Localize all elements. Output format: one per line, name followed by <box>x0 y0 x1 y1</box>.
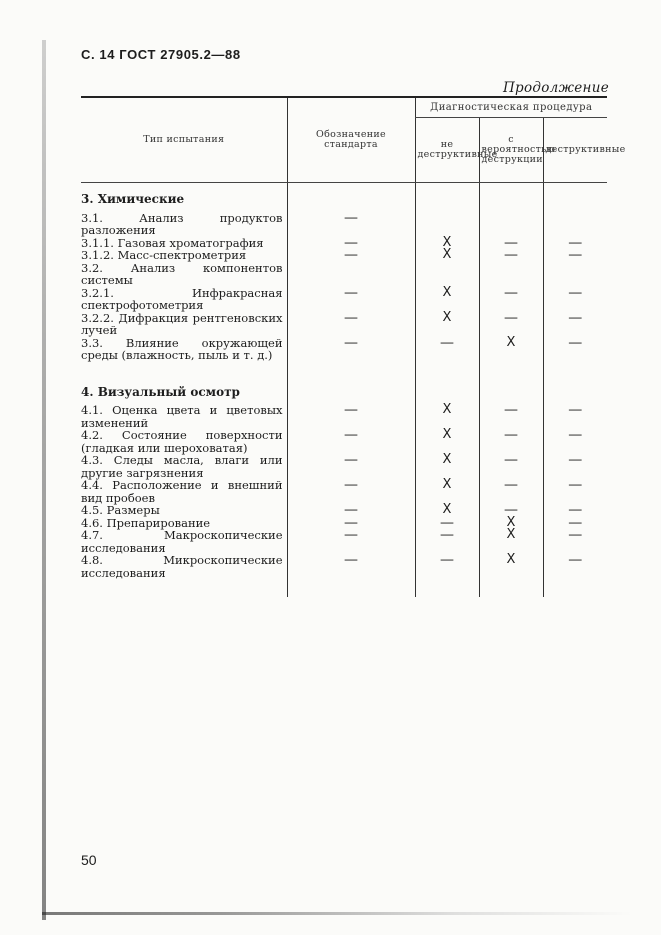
possibly-destructive-cell: — <box>479 429 543 454</box>
spacer-cell <box>543 362 607 376</box>
standard-cell: — <box>287 237 415 250</box>
standard-cell: — <box>287 454 415 479</box>
column-header-non-destructive: не деструктивные <box>415 118 479 183</box>
scan-edge-left <box>42 40 46 920</box>
standard-cell: — <box>287 554 415 579</box>
non-destructive-cell <box>415 376 479 405</box>
spacer-cell <box>287 362 415 376</box>
possibly-destructive-cell: X <box>479 337 543 362</box>
test-types-table <box>81 96 626 597</box>
possibly-destructive-cell: — <box>479 504 543 517</box>
table-row <box>81 287 607 312</box>
possibly-destructive-cell: X <box>479 529 543 554</box>
destructive-cell: — <box>543 237 607 250</box>
standard-cell: — <box>287 287 415 312</box>
table-row <box>81 249 607 262</box>
table-row <box>81 479 607 504</box>
test-name: 3.1. Анализ продуктов разложения <box>81 210 283 237</box>
table-row <box>81 554 607 579</box>
possibly-destructive-cell: — <box>479 454 543 479</box>
standard-cell: — <box>287 404 415 429</box>
end-cell <box>287 579 415 597</box>
non-destructive-cell: X <box>415 404 479 429</box>
scan-edge-bottom <box>42 912 632 915</box>
non-destructive-cell <box>415 183 479 212</box>
section-number: 3. <box>81 192 94 206</box>
spacer-cell <box>415 362 479 376</box>
end-cell <box>81 579 287 597</box>
standard-cell: — <box>287 504 415 517</box>
non-destructive-cell <box>415 262 479 287</box>
standard-cell: — <box>287 479 415 504</box>
destructive-cell: — <box>543 454 607 479</box>
test-name: 4.2. Состояние поверхности (гладкая или шероховатая) <box>81 428 283 455</box>
possibly-destructive-cell: X <box>479 517 543 530</box>
non-destructive-cell: X <box>415 237 479 250</box>
table-body <box>81 183 607 598</box>
page-header: С. 14 ГОСТ 27905.2—88 <box>81 47 241 62</box>
end-cell <box>479 579 543 597</box>
destructive-cell <box>543 183 607 212</box>
table-row <box>81 454 607 479</box>
possibly-destructive-cell: — <box>479 479 543 504</box>
destructive-cell: — <box>543 504 607 517</box>
destructive-cell: — <box>543 554 607 579</box>
possibly-destructive-cell: — <box>479 312 543 337</box>
non-destructive-cell: X <box>415 249 479 262</box>
non-destructive-cell: — <box>415 337 479 362</box>
standard-cell: — <box>287 429 415 454</box>
standard-cell: — <box>287 337 415 362</box>
end-cell <box>543 579 607 597</box>
standard-cell: — <box>287 249 415 262</box>
standard-cell <box>287 183 415 212</box>
destructive-cell: — <box>543 287 607 312</box>
destructive-cell: — <box>543 337 607 362</box>
section-number: 4. <box>81 384 94 399</box>
possibly-destructive-cell <box>479 376 543 405</box>
standard-cell <box>287 376 415 405</box>
section-name: Химические <box>97 192 185 206</box>
test-name: 4.8. Микроскопические исследования <box>81 553 283 580</box>
test-name: 4.1. Оценка цвета и цветовых изменений <box>81 403 283 430</box>
destructive-cell: — <box>543 529 607 554</box>
spacer-cell <box>479 362 543 376</box>
section-row <box>81 376 607 405</box>
test-name: 4.5. Размеры <box>81 503 160 517</box>
page-number: 50 <box>81 852 97 868</box>
test-name: 3.1.1. Газовая хроматография <box>81 235 264 250</box>
possibly-destructive-cell <box>479 212 543 237</box>
row-spacer <box>81 362 607 376</box>
non-destructive-cell: — <box>415 529 479 554</box>
section-title <box>81 376 287 405</box>
end-cell <box>415 579 479 597</box>
test-name: 4.3. Следы масла, влаги или другие загрязнения <box>81 453 283 480</box>
test-name: 3.3. Влияние окружающей среды (влажность, пыль и т. д.) <box>81 335 283 362</box>
possibly-destructive-cell: — <box>479 404 543 429</box>
test-name: 4.7. Макроскопические исследования <box>81 528 283 555</box>
non-destructive-cell: X <box>415 287 479 312</box>
possibly-destructive-cell: — <box>479 249 543 262</box>
standard-cell: — <box>287 529 415 554</box>
continuation-label: Продолжение <box>502 80 609 96</box>
non-destructive-cell: X <box>415 312 479 337</box>
destructive-cell: — <box>543 249 607 262</box>
non-destructive-cell: X <box>415 454 479 479</box>
column-header-destructive: деструктивные <box>543 118 607 183</box>
standard-cell: — <box>287 212 415 237</box>
destructive-cell: — <box>543 479 607 504</box>
column-header-test-type: Тип испытания <box>81 97 287 183</box>
non-destructive-cell: X <box>415 504 479 517</box>
table-row <box>81 312 607 337</box>
destructive-cell <box>543 376 607 405</box>
table-end-row <box>81 579 607 597</box>
column-header-possibly-destructive: с вероятностью деструкции <box>479 118 543 183</box>
possibly-destructive-cell: — <box>479 287 543 312</box>
possibly-destructive-cell: X <box>479 554 543 579</box>
destructive-cell <box>543 262 607 287</box>
section-row <box>81 183 607 212</box>
test-name: 3.2.1. Инфракрасная спектрофотометрия <box>81 285 283 312</box>
non-destructive-cell: — <box>415 554 479 579</box>
column-header-standard: Обозначение стандарта <box>287 97 415 183</box>
section-title <box>81 183 287 212</box>
non-destructive-cell: — <box>415 517 479 530</box>
table-row <box>81 529 607 554</box>
section-name: Визуальный осмотр <box>97 384 240 399</box>
standard-cell: — <box>287 312 415 337</box>
possibly-destructive-cell: — <box>479 237 543 250</box>
table-row <box>81 212 607 237</box>
spacer-cell <box>81 362 287 376</box>
non-destructive-cell: X <box>415 429 479 454</box>
column-group-diagnostic: Диагностическая процедура <box>415 97 607 118</box>
table-row <box>81 429 607 454</box>
standard-cell <box>287 262 415 287</box>
possibly-destructive-cell <box>479 183 543 212</box>
destructive-cell: — <box>543 312 607 337</box>
destructive-cell: — <box>543 404 607 429</box>
destructive-cell: — <box>543 517 607 530</box>
test-name: 4.6. Препарирование <box>81 515 211 530</box>
test-name: 3.2. Анализ компонентов системы <box>81 260 283 287</box>
test-name: 3.1.2. Масс-спектрометрия <box>81 248 247 262</box>
non-destructive-cell <box>415 212 479 237</box>
test-name: 4.4. Расположение и внешний вид пробоев <box>81 478 283 505</box>
table-row <box>81 262 607 287</box>
non-destructive-cell: X <box>415 479 479 504</box>
destructive-cell: — <box>543 429 607 454</box>
table-row <box>81 404 607 429</box>
table-row <box>81 337 607 362</box>
destructive-cell <box>543 212 607 237</box>
possibly-destructive-cell <box>479 262 543 287</box>
test-name: 3.2.2. Дифракция рентгеновских лучей <box>81 310 283 337</box>
standard-cell: — <box>287 517 415 530</box>
